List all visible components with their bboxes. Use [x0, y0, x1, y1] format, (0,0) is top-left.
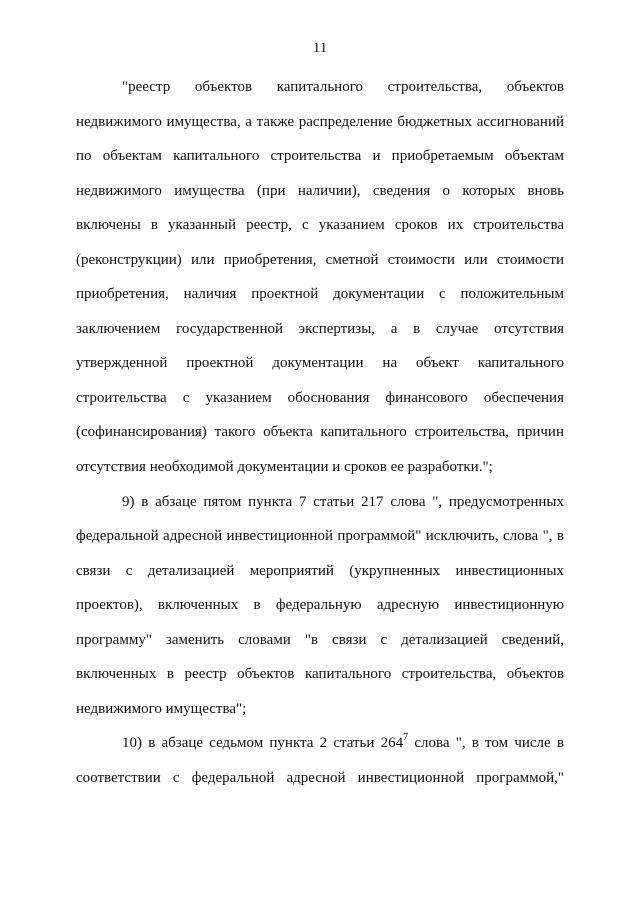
text-line — [76, 732, 564, 767]
paragraph-registry-definition — [76, 76, 564, 491]
text-line: 9) в абзаце пятом пункта 7 статьи 217 слова ", предусмотренных — [122, 493, 564, 510]
text-line: федеральной адресной инвестиционной программой" исключить, слова ", в — [76, 528, 564, 545]
text-line: по объектам капитального строительства и приобретаемым объектам — [76, 148, 564, 165]
text-line: недвижимого имущества, а также распределение бюджетных ассигнований — [76, 113, 564, 130]
text-line: включены в указанный реестр, с указанием сроков их строительства — [76, 217, 564, 234]
text-line: проектов), включенных в федеральную адресную инвестиционную — [76, 597, 564, 614]
text-line: программу" заменить словами "в связи с детализацией сведений, — [76, 631, 564, 648]
text-line: отсутствия необходимой документации и сроков ее разработки."; — [76, 459, 493, 476]
text-line: соответствии с федеральной адресной инвестиционной программой," — [76, 769, 564, 786]
page-number: 11 — [312, 40, 328, 56]
text-line: приобретения, наличия проектной документации с положительным — [76, 286, 564, 303]
text-line: строительства с указанием обоснования финансового обеспечения — [76, 389, 564, 406]
text-line: недвижимого имущества"; — [76, 700, 247, 717]
document-body — [76, 76, 564, 801]
text-line: (софинансирования) такого объекта капитального строительства, причин — [76, 424, 564, 441]
superscript: 7 — [403, 732, 409, 744]
text-line: заключением государственной экспертизы, а в случае отсутствия — [76, 320, 564, 337]
text-fragment: 10) в абзаце седьмом пункта 2 статьи 264 — [122, 735, 404, 752]
text-line: недвижимого имущества (при наличии), сведения о которых вновь — [76, 182, 564, 199]
text-line: включенных в реестр объектов капитального строительства, объектов — [76, 666, 564, 683]
text-line: связи с детализацией мероприятий (укрупненных инвестиционных — [76, 562, 564, 579]
text-line: "реестр объектов капитального строительства, объектов — [122, 79, 564, 95]
paragraph-item-10 — [76, 732, 564, 801]
text-line: утвержденной проектной документации на объект капитального — [76, 355, 564, 372]
text-line: (реконструкции) или приобретения, сметной стоимости или стоимости — [76, 251, 564, 268]
paragraph-item-9 — [76, 491, 564, 733]
text-fragment: слова ", в том числе в — [408, 735, 564, 752]
